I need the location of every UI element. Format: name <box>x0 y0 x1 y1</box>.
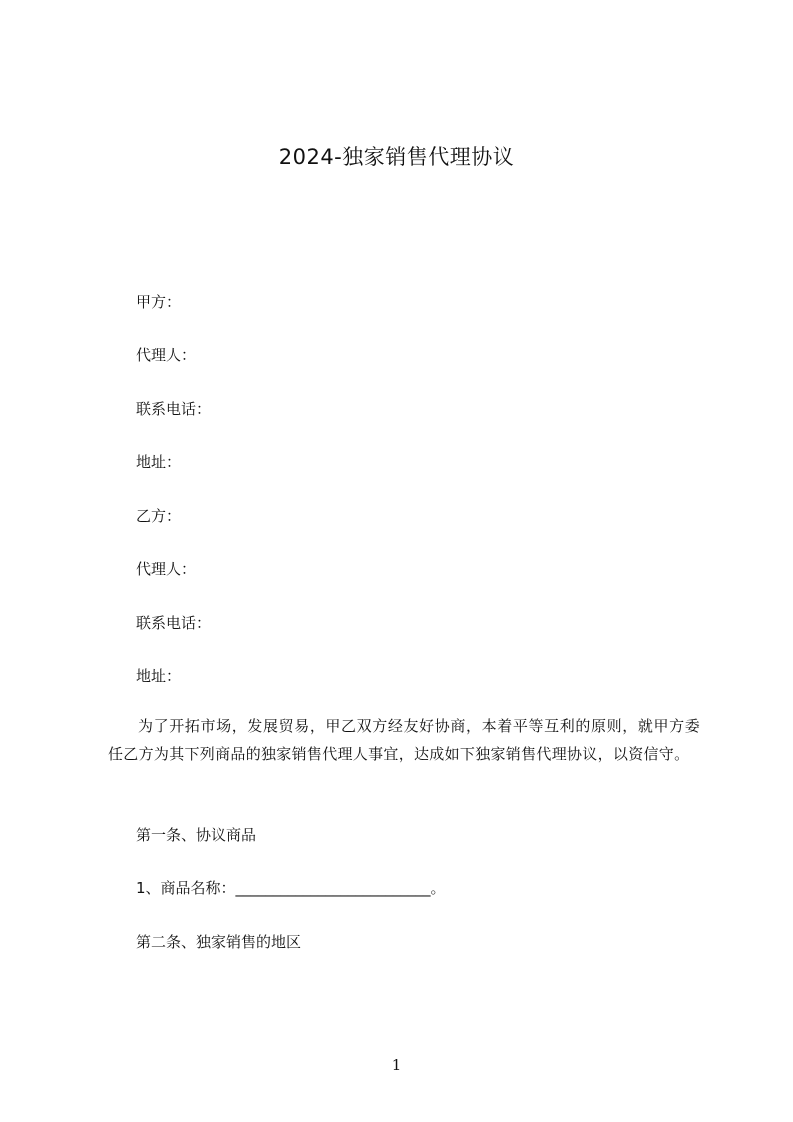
party-a-agent-label: 代理人： <box>136 346 197 364</box>
party-a-address-label: 地址： <box>136 453 182 471</box>
party-b-address-label: 地址： <box>136 667 182 685</box>
preamble-paragraph: 为了开拓市场，发展贸易，甲乙双方经友好协商，本着平等互利的原则，就甲方委任乙方为其下列商品的独家销售代理人事宜，达成如下独家销售代理协议，以资信守。 <box>108 717 700 763</box>
article-1-heading: 第一条、协议商品 <box>136 826 257 844</box>
document-title: 2024-独家销售代理协议 <box>278 145 515 169</box>
page-number: 1 <box>391 1056 402 1074</box>
party-a-label: 甲方： <box>136 293 182 311</box>
party-b-label: 乙方： <box>136 507 182 525</box>
article-2-heading: 第二条、独家销售的地区 <box>136 933 302 951</box>
party-b-agent-label: 代理人： <box>136 560 197 578</box>
party-a-phone-label: 联系电话： <box>136 400 212 418</box>
party-b-phone-label: 联系电话： <box>136 614 212 632</box>
article-1-item-1: 1、商品名称：__________________________。 <box>136 879 446 897</box>
